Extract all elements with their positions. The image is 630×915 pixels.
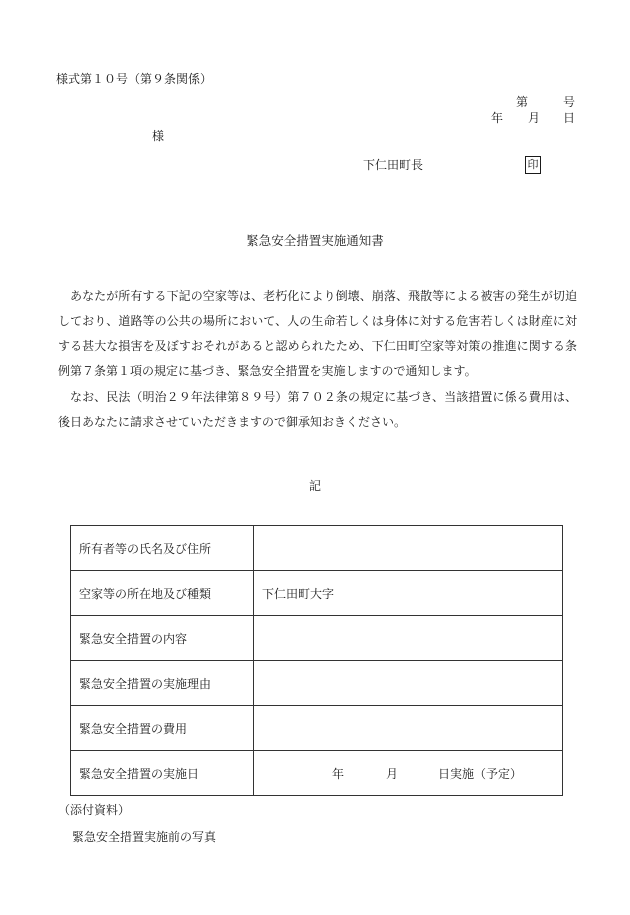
attachment-item: 緊急安全措置実施前の写真 bbox=[72, 830, 217, 844]
seal-stamp: 印 bbox=[525, 156, 541, 174]
ki-heading: 記 bbox=[308, 479, 321, 493]
row-label-location: 空家等の所在地及び種類 bbox=[71, 571, 254, 616]
row-value-date bbox=[254, 751, 563, 796]
table-row bbox=[71, 751, 563, 796]
row-value-reason bbox=[254, 661, 563, 706]
table-row bbox=[71, 616, 563, 661]
table-row bbox=[71, 706, 563, 751]
notice-paragraph: あなたが所有する下記の空家等は、老朽化により倒壊、崩落、飛散等による被害の発生が切迫しており、道路等の公共の場所において、人の生命若しくは身体に対する危害若しくは財産に対する甚大な損害を及ぼすおそれがあると認められたため、下仁田町空家等対策の推進に関する条例第７条第１項の規定に基づき、緊急安全措置を実施しますので通知します。 bbox=[58, 289, 577, 378]
issuer-title: 下仁田町長 bbox=[363, 158, 424, 172]
row-label-date: 緊急安全措置の実施日 bbox=[71, 751, 254, 796]
addressee-honorific: 様 bbox=[152, 129, 165, 143]
impl-date-day-suffix: 日実施（予定） bbox=[438, 766, 523, 781]
form-number: 様式第１０号（第９条関係） bbox=[56, 72, 213, 86]
date-month: 月 bbox=[528, 111, 541, 125]
attachments-label: （添付資料） bbox=[58, 803, 131, 817]
row-value-owner bbox=[254, 526, 563, 571]
row-value-location: 下仁田町大字 bbox=[254, 571, 563, 616]
row-value-content bbox=[254, 616, 563, 661]
impl-date-month: 月 bbox=[386, 766, 399, 781]
details-table bbox=[70, 525, 563, 796]
table-row bbox=[71, 661, 563, 706]
row-label-content: 緊急安全措置の内容 bbox=[71, 616, 254, 661]
date-year: 年 bbox=[491, 111, 504, 125]
document-number-suffix: 号 bbox=[563, 95, 576, 109]
document-title: 緊急安全措置実施通知書 bbox=[246, 233, 384, 248]
row-label-owner: 所有者等の氏名及び住所 bbox=[71, 526, 254, 571]
row-label-cost: 緊急安全措置の費用 bbox=[71, 706, 254, 751]
row-value-cost bbox=[254, 706, 563, 751]
date-day: 日 bbox=[563, 111, 576, 125]
impl-date-year: 年 bbox=[332, 766, 345, 781]
table-row bbox=[71, 526, 563, 571]
cost-paragraph: なお、民法（明治２９年法律第８９号）第７０２条の規定に基づき、当該措置に係る費用は、後日あなたに請求させていただきますので御承知おきください。 bbox=[58, 390, 577, 429]
document-number-prefix: 第 bbox=[516, 95, 529, 109]
row-label-reason: 緊急安全措置の実施理由 bbox=[71, 661, 254, 706]
table-row bbox=[71, 571, 563, 616]
